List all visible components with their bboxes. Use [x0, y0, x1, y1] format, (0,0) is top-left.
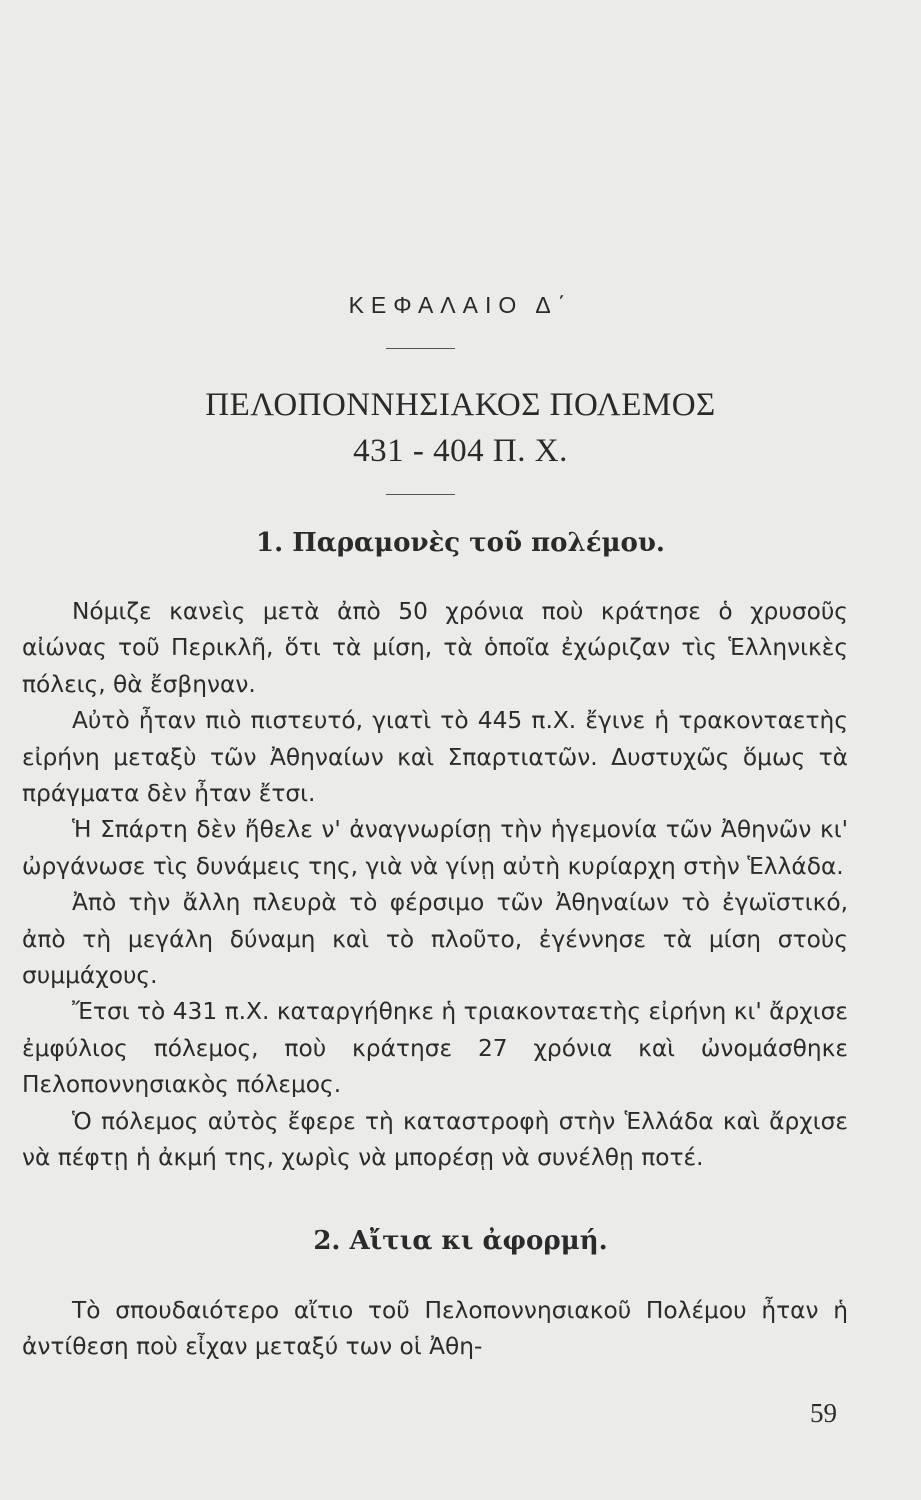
page-number: 59: [810, 1398, 837, 1428]
paragraph: Τὸ σπουδαιότερο αἴτιο τοῦ Πελοποννησιακοῦ Πολέμου ἦταν ἡ ἀντίθεση ποὺ εἶχαν μεταξύ των οἱ Ἀθη-: [22, 1297, 848, 1361]
section-1-body: [22, 594, 848, 1177]
title-dates: 431 - 404 Π. Χ.: [353, 433, 568, 469]
section-1-heading: 1. Παραμονὲς τοῦ πολέμου.: [256, 528, 665, 558]
section-2-body: [22, 1293, 848, 1366]
title-text: ΠΕΛΟΠΟΝΝΗΣΙΑΚΟΣ ΠΟΛΕΜΟΣ: [205, 387, 716, 423]
section-2-heading: 2. Αἴτια κι ἀφορμή.: [313, 1226, 608, 1256]
paragraph: Ἡ Σπάρτη δὲν ἤθελε ν' ἀναγνωρίσῃ τὴν ἡγεμονία τῶν Ἀθηνῶν κι' ὠργάνωσε τὶς δυνάμεις της, γιὰ νὰ γίνῃ αὐτὴ κυρίαρχη στὴν Ἑλλάδα.: [22, 816, 848, 880]
paragraph: Ὁ πόλεμος αὐτὸς ἔφερε τὴ καταστροφὴ στὴν Ἑλλάδα καὶ ἄρχισε νὰ πέφτῃ ἡ ἀκμή της, χωρὶς νὰ μπορέσῃ νὰ συνέλθῃ ποτέ.: [22, 1107, 848, 1172]
paragraph: Ἔτσι τὸ 431 π.Χ. καταργήθηκε ἡ τριακονταετὴς εἰρήνη κι' ἄρχισε ἐμφύλιος πόλεμος, ποὺ κράτησε 27 χρόνια καὶ ὠνομάσθηκε Πελοποννησιακὸς πόλεμος.: [22, 998, 848, 1099]
divider-top: [386, 348, 455, 349]
paragraph: Ἀπὸ τὴν ἄλλη πλευρὰ τὸ φέρσιμο τῶν Ἀθηναίων τὸ ἐγωϊστικό, ἀπὸ τὴ μεγάλη δύναμη καὶ τὸ πλοῦτο, ἐγέννησε τὰ μίση στοὺς συμμάχους.: [22, 889, 848, 990]
chapter-label: ΚΕΦΑΛΑΙΟ Δ΄: [348, 292, 573, 318]
paragraph: Νόμιζε κανεὶς μετὰ ἀπὸ 50 χρόνια ποὺ κράτησε ὁ χρυσοῦς αἰώνας τοῦ Περικλῆ, ὅτι τὰ μίση, τὰ ὁποῖα ἐχώριζαν τὶς Ἑλληνικὲς πόλεις, θὰ ἔσβηναν.: [22, 598, 848, 698]
chapter-title: [0, 386, 921, 470]
divider-bottom: [386, 494, 455, 495]
paragraph: Αὐτὸ ἦταν πιὸ πιστευτό, γιατὶ τὸ 445 π.Χ. ἔγινε ἡ τρακονταετὴς εἰρήνη μεταξὺ τῶν Ἀθηναίων καὶ Σπαρτιατῶν. Δυστυχῶς ὅμως τὰ πράγματα δὲν ἦταν ἔτσι.: [22, 707, 848, 808]
